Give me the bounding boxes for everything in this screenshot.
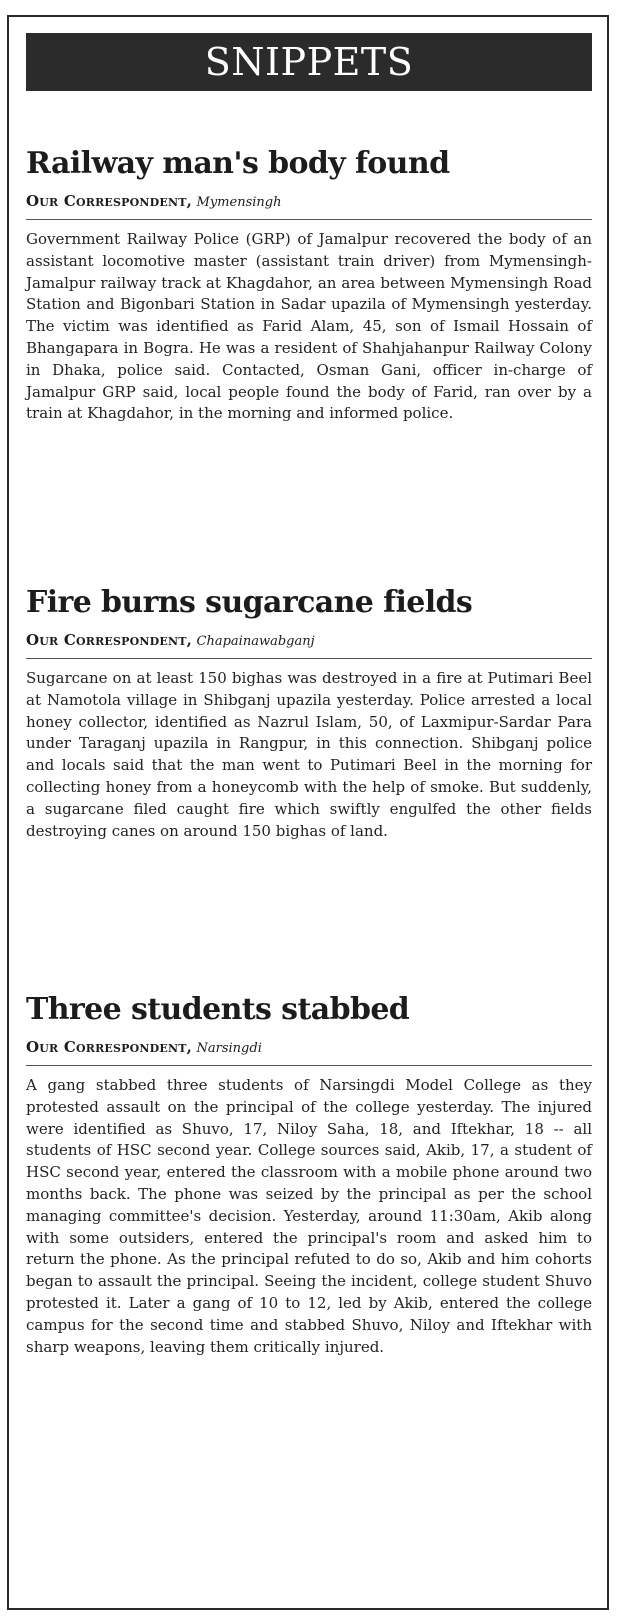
byline-correspondent: Our Correspondent, [26, 631, 193, 649]
story-railway [26, 146, 592, 425]
story-body: Sugarcane on at least 150 bighas was destroyed in a fire at Putimari Beel at Namotola village in Shibganj upazila yesterday. Police arrested a local honey collector, identified as Nazrul Islam, 50, of Laxmipur-Sardar Para under Taraganj upazila in Rangpur, in this connection. Shibganj police and locals said that the man went to Putimari Beel in the morning for collecting honey from a honeycomb with the help of smoke. But suddenly, a sugarcane filed caught fire which swiftly engulfed the other fields destroying canes on around 150 bighas of land. [26, 669, 592, 840]
story-byline [26, 192, 592, 220]
byline-location: Narsingdi [196, 1041, 262, 1056]
byline-location: Chapainawabganj [196, 634, 315, 649]
section-banner: SNIPPETS [26, 33, 592, 91]
story-stabbing [26, 992, 592, 1358]
story-byline [26, 631, 592, 659]
byline-correspondent: Our Correspondent, [26, 192, 193, 210]
byline-correspondent: Our Correspondent, [26, 1038, 193, 1056]
story-headline: Fire burns sugarcane fields [26, 585, 473, 620]
story-body: A gang stabbed three students of Narsingdi Model College as they protested assault on the principal of the college yesterday. The injured were identified as Shuvo, 17, Niloy Saha, 18, and Iftekhar, 18 -- all students of HSC second year. College sources said, Akib, 17, a student of HSC second year, entered the classroom with a mobile phone around two months back. The phone was seized by the principal as per the school managing committee's decision. Yesterday, around 11:30am, Akib along with some outsiders, entered the principal's room and asked him to return the phone. As the principal refuted to do so, Akib and him cohorts began to assault the principal. Seeing the incident, college student Shuvo protested it. Later a gang of 10 to 12, led by Akib, entered the college campus for the second time and stabbed Shuvo, Niloy and Iftekhar with sharp weapons, leaving them critically injured. [26, 1076, 592, 1356]
snippets-column [7, 15, 609, 1610]
story-body: Government Railway Police (GRP) of Jamalpur recovered the body of an assistant locomotive master (assistant train driver) from Mymensingh-Jamalpur railway track at Khagdahor, an area between Mymensingh Road Station and Bigonbari Station in Sadar upazila of Mymensingh yesterday. The victim was identified as Farid Alam, 45, son of Ismail Hossain of Bhangapara in Bogra. He was a resident of Shahjahanpur Railway Colony in Dhaka, police said. Contacted, Osman Gani, officer in-charge of Jamalpur GRP said, local people found the body of Farid, ran over by a train at Khagdahor, in the morning and informed police. [26, 230, 592, 423]
byline-location: Mymensingh [196, 195, 282, 210]
story-fire [26, 585, 592, 842]
story-headline: Three students stabbed [26, 992, 410, 1027]
story-headline: Railway man's body found [26, 146, 450, 181]
story-byline [26, 1038, 592, 1066]
